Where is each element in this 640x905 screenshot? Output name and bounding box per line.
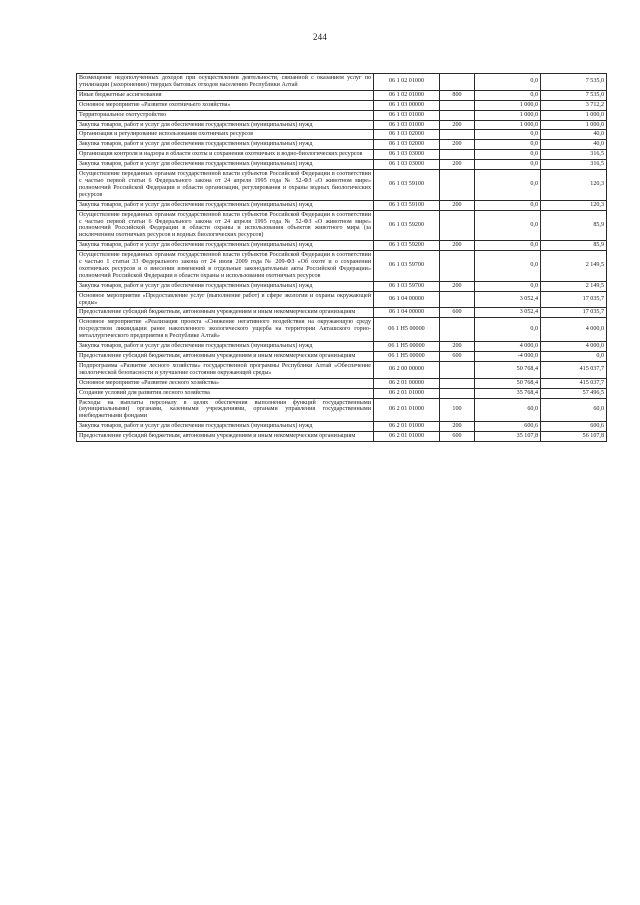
row-expense-type xyxy=(440,150,475,160)
table-row xyxy=(77,150,607,160)
row-name: Осуществление переданных органам государственной власти субъектов Российской Федерации в соответствии с частью первой статьи 6 Федерального закона от 24 апреля 1995 года № 52-ФЗ «О животном мире» полномочий Российской Федерации в области организации, регулирования и охраны водных биологических ресурсов xyxy=(77,170,374,201)
row-amount-change: 3 052,4 xyxy=(475,291,541,308)
row-amount-total: 4 000,0 xyxy=(541,318,607,342)
row-amount-change: 3 052,4 xyxy=(475,308,541,318)
row-target-code: 06 1 03 59200 xyxy=(374,241,440,251)
row-amount-total: 600,6 xyxy=(541,422,607,432)
page-number: 244 xyxy=(312,32,328,42)
row-target-code: 06 1 03 02000 xyxy=(374,130,440,140)
row-amount-change: 0,0 xyxy=(475,318,541,342)
row-expense-type: 200 xyxy=(440,140,475,150)
row-name: Основное мероприятие «Развитие лесного хозяйства» xyxy=(77,378,374,388)
row-target-code: 06 1 03 59100 xyxy=(374,170,440,201)
row-expense-type xyxy=(440,291,475,308)
row-amount-change: 0,0 xyxy=(475,210,541,241)
row-amount-total: 85,9 xyxy=(541,210,607,241)
row-target-code: 06 1 04 00000 xyxy=(374,291,440,308)
table-row xyxy=(77,241,607,251)
row-name: Основное мероприятие «Предоставление услуг (выполнение работ) в сфере экологии и охраны окружающей среды» xyxy=(77,291,374,308)
row-amount-change: 0,0 xyxy=(475,251,541,282)
row-name: Закупка товаров, работ и услуг для обеспечения государственных (муниципальных) нужд xyxy=(77,140,374,150)
row-name: Организация и регулирование использования охотничьих ресурсов xyxy=(77,130,374,140)
table-row xyxy=(77,432,607,442)
row-expense-type xyxy=(440,251,475,282)
row-amount-total: 40,0 xyxy=(541,140,607,150)
row-amount-total: 316,5 xyxy=(541,150,607,160)
row-amount-change: 0,0 xyxy=(475,140,541,150)
row-amount-total: 2 149,5 xyxy=(541,281,607,291)
row-name: Возмещение недополученных доходов при осуществлении деятельности, связанной с оказанием услуг по утилизации (захоронению) твердых бытовых отходов населению Республики Алтай xyxy=(77,74,374,91)
row-expense-type: 100 xyxy=(440,398,475,422)
row-amount-total: 3 712,2 xyxy=(541,100,607,110)
row-target-code: 06 1 Н5 00000 xyxy=(374,342,440,352)
table-row xyxy=(77,291,607,308)
row-target-code: 06 1 03 59700 xyxy=(374,251,440,282)
row-amount-total: 17 035,7 xyxy=(541,308,607,318)
row-amount-total: 120,3 xyxy=(541,170,607,201)
row-expense-type: 200 xyxy=(440,422,475,432)
row-amount-total: 120,3 xyxy=(541,200,607,210)
row-target-code: 06 2 01 01000 xyxy=(374,422,440,432)
row-expense-type xyxy=(440,74,475,91)
row-amount-total: 1 000,0 xyxy=(541,110,607,120)
table-row xyxy=(77,170,607,201)
row-amount-change: 0,0 xyxy=(475,200,541,210)
row-amount-change: 0,0 xyxy=(475,130,541,140)
row-expense-type xyxy=(440,361,475,378)
row-expense-type xyxy=(440,110,475,120)
row-expense-type: 200 xyxy=(440,342,475,352)
table-row xyxy=(77,422,607,432)
row-name: Предоставление субсидий бюджетным, автономным учреждениям и иным некоммерческим организациям xyxy=(77,308,374,318)
row-amount-total: 40,0 xyxy=(541,130,607,140)
row-name: Предоставление субсидий бюджетным, автономным учреждениям и иным некоммерческим организациям xyxy=(77,432,374,442)
row-target-code: 06 1 03 01000 xyxy=(374,110,440,120)
row-name: Осуществление переданных органам государственной власти субъектов Российской Федерации в соответствии с частью 1 статьи 33 Федерального закона от 24 июля 2009 года № 209-ФЗ «Об охоте и о сохранении охотничьих ресурсов и о внесении изменений в отдельные законодательные акты Российской Федерации» полномочий Российской Федерации в области охраны и использования охотничьих ресурсов xyxy=(77,251,374,282)
row-target-code: 06 2 01 01000 xyxy=(374,432,440,442)
row-target-code: 06 1 03 01000 xyxy=(374,120,440,130)
table-row xyxy=(77,200,607,210)
row-amount-total: 0,0 xyxy=(541,352,607,362)
row-expense-type xyxy=(440,388,475,398)
row-expense-type xyxy=(440,170,475,201)
table-row xyxy=(77,140,607,150)
row-name: Осуществление переданных органам государственной власти субъектов Российской Федерации в соответствии с частью первой статьи 6 Федерального закона от 24 апреля 1995 года № 52-ФЗ «О животном мире» полномочий Российской Федерации в области охраны и использования объектов животного мира (за исключением охотничьих ресурсов и водных биологических ресурсов) xyxy=(77,210,374,241)
row-amount-total: 57 496,5 xyxy=(541,388,607,398)
row-expense-type: 200 xyxy=(440,160,475,170)
row-name: Закупка товаров, работ и услуг для обеспечения государственных (муниципальных) нужд xyxy=(77,120,374,130)
row-amount-change: 0,0 xyxy=(475,281,541,291)
row-target-code: 06 1 03 59200 xyxy=(374,210,440,241)
row-amount-total: 415 037,7 xyxy=(541,361,607,378)
table-row xyxy=(77,100,607,110)
row-target-code: 06 1 02 01000 xyxy=(374,90,440,100)
table-row xyxy=(77,378,607,388)
row-amount-change: -4 000,0 xyxy=(475,352,541,362)
row-name: Закупка товаров, работ и услуг для обеспечения государственных (муниципальных) нужд xyxy=(77,342,374,352)
row-target-code: 06 1 03 59700 xyxy=(374,281,440,291)
row-amount-total: 17 035,7 xyxy=(541,291,607,308)
row-expense-type: 600 xyxy=(440,352,475,362)
row-target-code: 06 2 00 00000 xyxy=(374,361,440,378)
row-amount-change: 0,0 xyxy=(475,150,541,160)
row-name: Территориальное охотустройство xyxy=(77,110,374,120)
row-amount-change: 0,0 xyxy=(475,74,541,91)
table-row xyxy=(77,130,607,140)
row-expense-type: 200 xyxy=(440,241,475,251)
table-row xyxy=(77,90,607,100)
row-amount-total: 1 000,0 xyxy=(541,120,607,130)
row-amount-change: 50 768,4 xyxy=(475,361,541,378)
row-amount-change: 0,0 xyxy=(475,241,541,251)
row-amount-change: 0,0 xyxy=(475,90,541,100)
budget-table xyxy=(76,73,607,442)
row-name: Закупка товаров, работ и услуг для обеспечения государственных (муниципальных) нужд xyxy=(77,200,374,210)
row-target-code: 06 1 Н5 00000 xyxy=(374,352,440,362)
row-amount-total: 415 037,7 xyxy=(541,378,607,388)
table-row xyxy=(77,281,607,291)
row-name: Закупка товаров, работ и услуг для обеспечения государственных (муниципальных) нужд xyxy=(77,281,374,291)
row-name: Создание условий для развития лесного хозяйства xyxy=(77,388,374,398)
row-name: Организация контроля и надзора в области охоты и сохранения охотничьих и водно-биологических ресурсов xyxy=(77,150,374,160)
table-row xyxy=(77,74,607,91)
row-expense-type xyxy=(440,378,475,388)
row-target-code: 06 1 03 59100 xyxy=(374,200,440,210)
row-amount-total: 60,0 xyxy=(541,398,607,422)
row-name: Закупка товаров, работ и услуг для обеспечения государственных (муниципальных) нужд xyxy=(77,422,374,432)
row-expense-type xyxy=(440,318,475,342)
row-name: Основное мероприятие «Развитие охотничьего хозяйства» xyxy=(77,100,374,110)
row-amount-change: 1 000,0 xyxy=(475,120,541,130)
table-row xyxy=(77,160,607,170)
row-amount-total: 2 149,5 xyxy=(541,251,607,282)
row-expense-type: 200 xyxy=(440,200,475,210)
row-target-code: 06 2 01 01000 xyxy=(374,398,440,422)
table-row xyxy=(77,308,607,318)
table-row xyxy=(77,110,607,120)
table-row xyxy=(77,361,607,378)
row-amount-total: 4 000,0 xyxy=(541,342,607,352)
table-row xyxy=(77,210,607,241)
row-expense-type: 600 xyxy=(440,432,475,442)
budget-table-body xyxy=(77,74,607,442)
row-expense-type xyxy=(440,210,475,241)
row-expense-type: 600 xyxy=(440,308,475,318)
row-amount-change: 600,6 xyxy=(475,422,541,432)
row-name: Предоставление субсидий бюджетным, автономным учреждениям и иным некоммерческим организациям xyxy=(77,352,374,362)
row-name: Иные бюджетные ассигнования xyxy=(77,90,374,100)
table-row xyxy=(77,120,607,130)
row-target-code: 06 2 01 00000 xyxy=(374,378,440,388)
row-amount-change: 4 000,0 xyxy=(475,342,541,352)
row-target-code: 06 1 03 02000 xyxy=(374,140,440,150)
row-name: Основное мероприятие «Реализация проекта «Снижение негативного воздействия на окружающую среду посредством ликвидации ранее накопленного экологического ущерба на территории Акташского горно-металлургического предприятия в Республике Алтай» xyxy=(77,318,374,342)
row-target-code: 06 1 03 00000 xyxy=(374,100,440,110)
table-row xyxy=(77,388,607,398)
row-target-code: 06 1 02 01000 xyxy=(374,74,440,91)
row-expense-type xyxy=(440,130,475,140)
row-name: Закупка товаров, работ и услуг для обеспечения государственных (муниципальных) нужд xyxy=(77,160,374,170)
row-name: Закупка товаров, работ и услуг для обеспечения государственных (муниципальных) нужд xyxy=(77,241,374,251)
table-row xyxy=(77,251,607,282)
table-row xyxy=(77,342,607,352)
row-amount-change: 0,0 xyxy=(475,160,541,170)
row-amount-total: 85,9 xyxy=(541,241,607,251)
row-amount-total: 56 107,8 xyxy=(541,432,607,442)
row-target-code: 06 1 03 03000 xyxy=(374,160,440,170)
row-amount-change: 1 000,0 xyxy=(475,100,541,110)
row-amount-change: 1 000,0 xyxy=(475,110,541,120)
row-amount-total: 7 535,0 xyxy=(541,90,607,100)
row-target-code: 06 1 03 03000 xyxy=(374,150,440,160)
row-name: Подпрограмма «Развитие лесного хозяйства» государственной программы Республики Алтай «Обеспечение экологической безопасности и улучшение состояния окружающей среды» xyxy=(77,361,374,378)
table-row xyxy=(77,352,607,362)
row-target-code: 06 1 04 00000 xyxy=(374,308,440,318)
row-amount-total: 316,5 xyxy=(541,160,607,170)
row-expense-type: 200 xyxy=(440,281,475,291)
row-amount-change: 0,0 xyxy=(475,170,541,201)
row-target-code: 06 2 01 01000 xyxy=(374,388,440,398)
row-expense-type: 800 xyxy=(440,90,475,100)
row-expense-type: 200 xyxy=(440,120,475,130)
row-target-code: 06 1 Н5 00000 xyxy=(374,318,440,342)
row-amount-change: 35 768,4 xyxy=(475,388,541,398)
row-name: Расходы на выплаты персоналу в целях обеспечения выполнения функций государственными (муниципальными) органами, казенными учреждениями, органами управления государственными внебюджетными фондами xyxy=(77,398,374,422)
row-amount-change: 50 768,4 xyxy=(475,378,541,388)
row-amount-change: 35 107,8 xyxy=(475,432,541,442)
table-row xyxy=(77,318,607,342)
row-amount-total: 7 535,0 xyxy=(541,74,607,91)
row-amount-change: 60,0 xyxy=(475,398,541,422)
table-row xyxy=(77,398,607,422)
row-expense-type xyxy=(440,100,475,110)
